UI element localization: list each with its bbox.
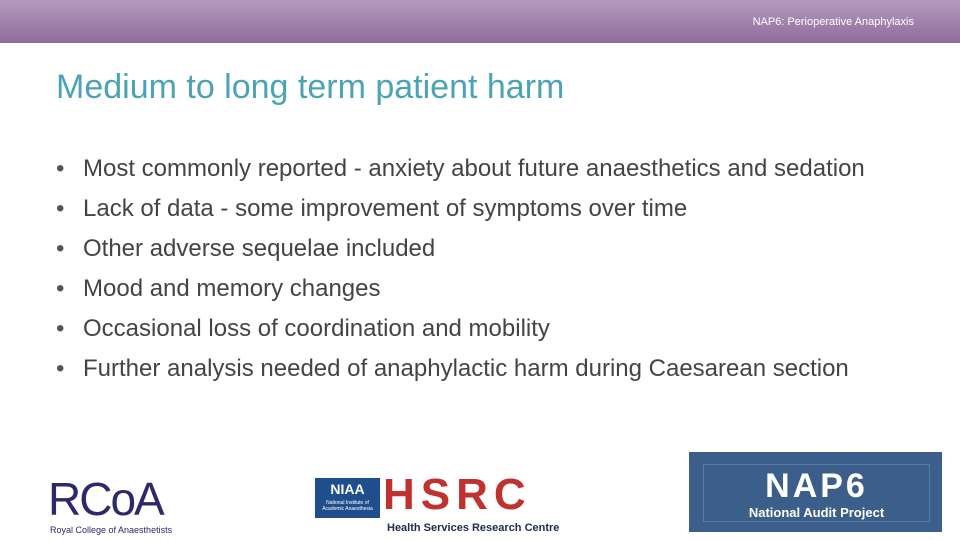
bullet-dot-icon: • [56, 355, 65, 382]
rcoa-logo-word: RCoA [48, 473, 163, 525]
header-text: NAP6: Perioperative Anaphylaxis [752, 16, 914, 28]
rcoa-logo [48, 473, 188, 538]
bullet-item [56, 312, 906, 345]
niaa-logo [315, 478, 380, 518]
bullet-dot-icon: • [56, 315, 65, 342]
hsrc-logo-word: HSRC [383, 470, 532, 519]
bullet-item [56, 352, 906, 385]
bullet-dot-icon: • [56, 235, 65, 262]
nap6-logo-subtitle: National Audit Project [748, 505, 885, 520]
niaa-hsrc-logo [315, 470, 570, 538]
bullet-item [56, 152, 906, 185]
bullet-text: Lack of data - some improvement of symptoms over time [83, 195, 688, 222]
nap6-logo [689, 452, 942, 532]
bullet-item [56, 272, 906, 305]
bullet-text: Mood and memory changes [83, 275, 381, 302]
header-bar [0, 0, 960, 43]
niaa-logo-subtitle: National Institute of Academic Anaesthesia [322, 500, 373, 512]
bullet-text: Most commonly reported - anxiety about future anaesthetics and sedation [83, 155, 865, 182]
bullet-list [56, 152, 906, 392]
bullet-text: Occasional loss of coordination and mobility [83, 315, 550, 342]
bullet-item [56, 192, 906, 225]
nap6-logo-frame [703, 464, 930, 522]
bullet-dot-icon: • [56, 195, 65, 222]
rcoa-logo-subtitle: Royal College of Anaesthetists [50, 525, 173, 535]
slide-title: Medium to long term patient harm [56, 68, 565, 106]
nap6-logo-word: NAP6 [765, 467, 868, 505]
bullet-dot-icon: • [56, 155, 65, 182]
bullet-dot-icon: • [56, 275, 65, 302]
bullet-item [56, 232, 906, 265]
bullet-text: Other adverse sequelae included [83, 235, 436, 262]
bullet-text: Further analysis needed of anaphylactic harm during Caesarean section [83, 355, 849, 382]
niaa-logo-word: NIAA [330, 481, 365, 497]
hsrc-logo-subtitle: Health Services Research Centre [387, 522, 560, 534]
